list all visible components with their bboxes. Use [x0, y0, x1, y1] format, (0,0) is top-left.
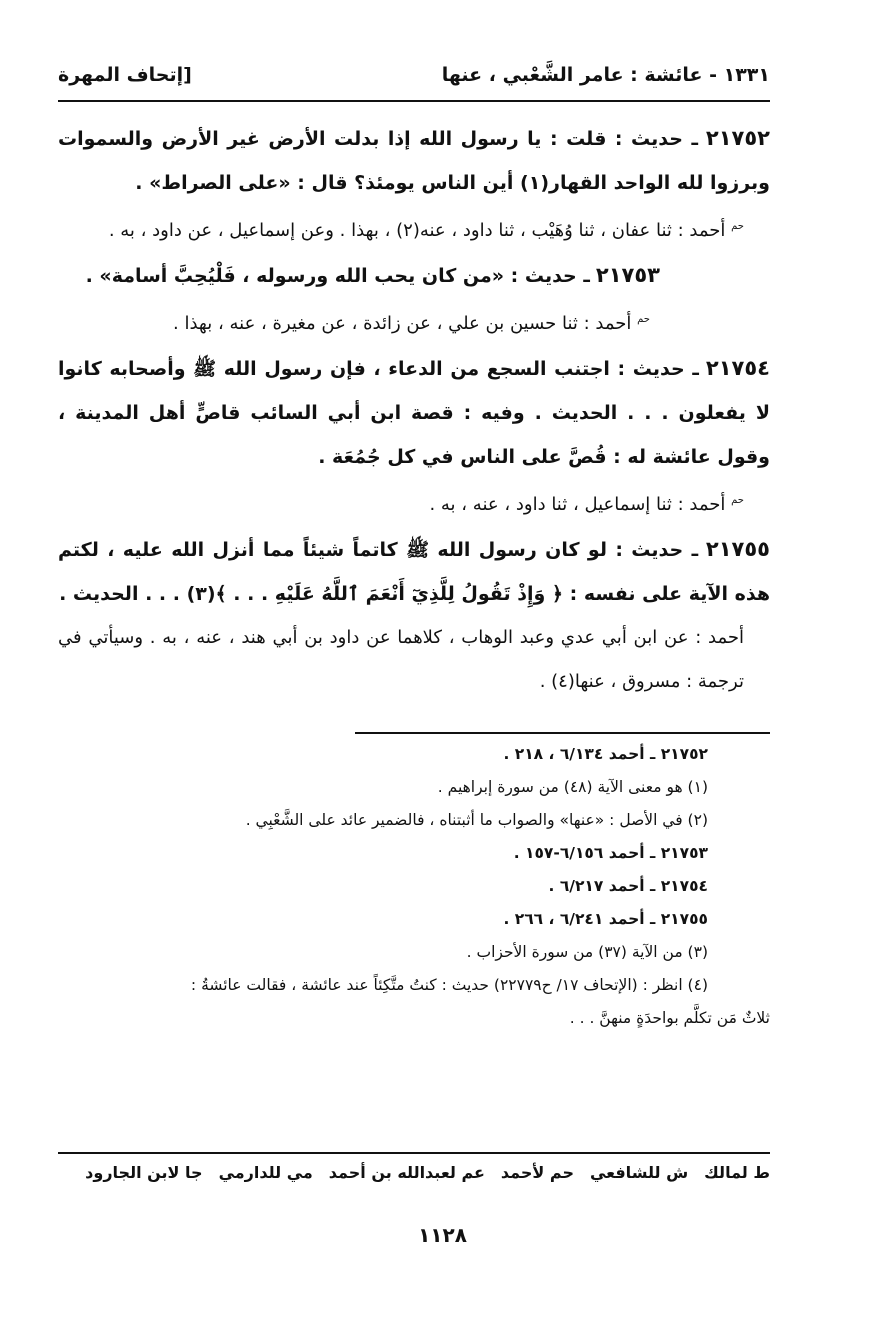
footnote: (٢) في الأصل : «عنها» والصواب ما أثبتناه ، فالضمير عائد على الشَّعْبِي .	[245, 811, 708, 829]
hadith-entries	[58, 102, 770, 704]
footnote: (٣) من الآية (٣٧) من سورة الأحزاب .	[466, 943, 708, 961]
abbreviation-item: عم لعبدالله بن أحمد	[328, 1163, 485, 1182]
hadith-number: ٢١٧٥٥	[705, 537, 770, 561]
hadith-entry-21754	[58, 346, 770, 527]
hadith-text: ـ حديث : قلت : يا رسول الله إذا بدلت الأرض غير الأرض والسموات وبرزوا لله الواحد القهار(١) أين الناس يومئذ؟ قال : «على الصراط» .	[58, 128, 770, 194]
page-number: ١١٢٨	[418, 1223, 467, 1247]
footnote: ٢١٧٥٤ ـ أحمد ٦/٢١٧ .	[548, 877, 708, 895]
footnote: ٢١٧٥٢ ـ أحمد ٦/١٣٤ ، ٢١٨ .	[503, 745, 708, 763]
hadith-number: ٢١٧٥٣	[595, 263, 660, 287]
running-header	[58, 50, 770, 102]
footnote-continuation: ثلاثٌ مَن تكلَّم بواحدَةٍ منهنَّ . . .	[569, 1009, 770, 1027]
hadith-source: أحمد : ثنا إسماعيل ، ثنا داود ، عنه ، به .	[429, 494, 726, 515]
footnote: ٢١٧٥٣ ـ أحمد ٦/١٥٦-١٥٧ .	[513, 844, 708, 862]
footnote: ٢١٧٥٥ ـ أحمد ٦/٢٤١ ، ٢٦٦ .	[503, 910, 708, 928]
hadith-number: ٢١٧٥٤	[705, 356, 770, 380]
header-book-title: [إتحاف المهرة	[58, 64, 192, 86]
source-symbol: حم	[731, 221, 744, 232]
hadith-entry-21755	[58, 527, 770, 704]
abbreviation-item: مي للدارمي	[218, 1163, 313, 1182]
abbreviation-item: جا لابن الجارود	[85, 1163, 203, 1182]
hadith-text: ـ حديث : «من كان يحب الله ورسوله ، فَلْيُحِبَّ أسامة» .	[85, 265, 590, 287]
source-symbol: حم	[731, 495, 744, 506]
footnote-divider	[355, 732, 770, 734]
abbreviation-item: ش للشافعي	[589, 1163, 689, 1182]
footnote: (٤) انظر : (الإتحاف ١٧/ ح٢٢٧٧٩) حديث : كنتُ متَّكِئاً عند عائشة ، فقالت عائشةُ :	[190, 976, 708, 994]
footnote: (١) هو معنى الآية (٤٨) من سورة إبراهيم .	[437, 778, 708, 796]
hadith-text: ـ حديث : لو كان رسول الله ﷺ كاتماً شيئاً مما أنزل الله عليه ، لكتم هذه الآية على نفسه : ﴿ وَإِذْ تَقُولُ لِلَّذِيٓ أَنْعَمَ ٱللَّهُ عَلَيْهِ . . . ﴾(٣) . . . الحديث .	[58, 539, 770, 605]
source-symbol: حم	[637, 314, 650, 325]
hadith-entry-21752	[58, 116, 770, 253]
hadith-source: أحمد : ثنا عفان ، ثنا وُهَيْب ، ثنا داود ، عنه(٢) ، بهذا . وعن إسماعيل ، عن داود ، به .	[108, 220, 726, 241]
header-chapter-title: ١٣٣١ - عائشة : عامر الشَّعْبي ، عنها	[441, 64, 770, 86]
book-page	[58, 50, 770, 1035]
abbreviations-divider	[58, 1152, 770, 1154]
hadith-source: أحمد : عن ابن أبي عدي وعبد الوهاب ، كلاهما عن داود بن أبي هند ، عنه ، به . وسيأتي في ترجمة : مسروق ، عنها(٤) .	[58, 627, 744, 692]
abbreviation-item: ط لمالك	[704, 1163, 770, 1182]
hadith-text: ـ حديث : اجتنب السجع من الدعاء ، فإن رسول الله ﷺ وأصحابه كانوا لا يفعلون . . . الحديث . وفيه : قصة ابن أبي السائب قاصٍّ أهل المدينة ، وقول عائشة له : قُصَّ على الناس في كل جُمُعَة .	[58, 358, 770, 468]
hadith-entry-21753	[58, 253, 770, 346]
footnotes	[58, 738, 770, 1035]
abbreviation-item: حم لأحمد	[500, 1163, 574, 1182]
hadith-source: أحمد : ثنا حسين بن علي ، عن زائدة ، عن مغيرة ، عنه ، بهذا .	[173, 313, 632, 334]
hadith-number: ٢١٧٥٢	[705, 126, 770, 150]
abbreviations-legend	[58, 1163, 770, 1182]
